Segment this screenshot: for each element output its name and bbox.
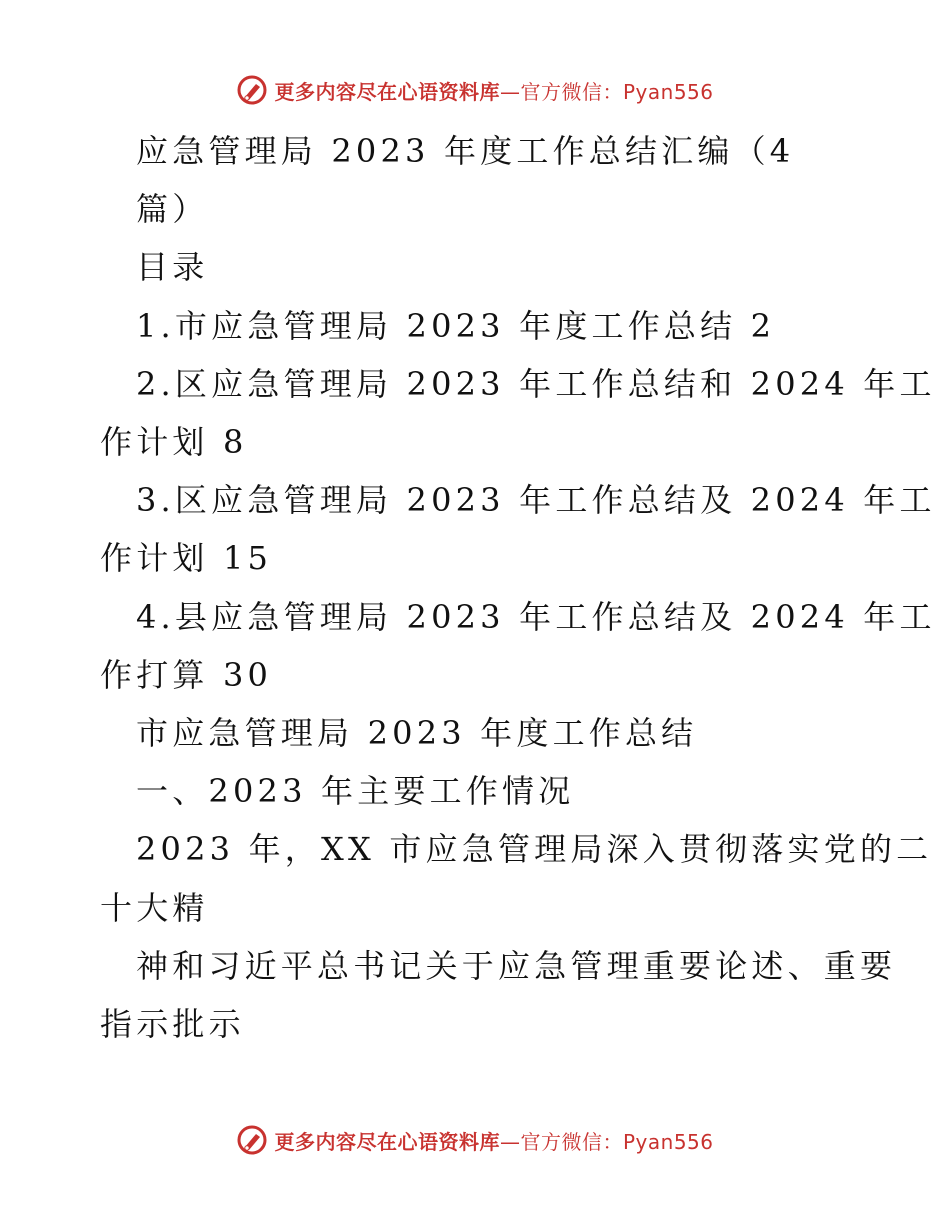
watermark-text [274, 1126, 713, 1155]
pen-logo-icon [236, 74, 268, 106]
watermark-main: 更多内容尽在心语资料库 [274, 79, 500, 104]
paragraph-line: 指示批示 [100, 1005, 245, 1044]
watermark-wechat-label: 官方微信： [520, 1129, 623, 1154]
toc-item-3-cont: 作计划 15 [100, 539, 273, 578]
document-body [100, 122, 936, 1053]
toc-item-4-cont: 作打算 30 [100, 655, 273, 694]
paragraph-line: 神和习近平总书记关于应急管理重要论述、重要 [136, 946, 897, 985]
paragraph-line: 2023 年，XX 市应急管理局深入贯彻落实党的二 [136, 830, 933, 869]
section-heading-1: 一、2023 年主要工作情况 [136, 772, 575, 811]
watermark-text [274, 76, 713, 105]
document-title-cont: 篇） [136, 190, 209, 229]
watermark-separator: — [499, 79, 521, 104]
toc-item-3: 3.区应急管理局 2023 年工作总结及 2024 年工 [136, 481, 936, 520]
watermark-wechat-id: Pyan556 [622, 79, 714, 104]
toc-item-4: 4.县应急管理局 2023 年工作总结及 2024 年工 [136, 597, 936, 636]
watermark-banner-top [0, 70, 950, 110]
watermark-main: 更多内容尽在心语资料库 [274, 1129, 500, 1154]
watermark-separator: — [499, 1129, 521, 1154]
pen-logo-icon [236, 1124, 268, 1156]
toc-item-2: 2.区应急管理局 2023 年工作总结和 2024 年工 [136, 364, 936, 403]
toc-item-2-cont: 作计划 8 [100, 423, 248, 462]
toc-heading: 目录 [136, 248, 209, 287]
toc-item-1: 1.市应急管理局 2023 年度工作总结 2 [136, 306, 776, 345]
watermark-banner-bottom [0, 1120, 950, 1160]
paragraph-line: 十大精 [100, 888, 209, 927]
watermark-wechat-label: 官方微信： [520, 79, 623, 104]
section-title: 市应急管理局 2023 年度工作总结 [136, 714, 698, 753]
document-title: 应急管理局 2023 年度工作总结汇编（4 [136, 132, 795, 170]
watermark-wechat-id: Pyan556 [622, 1129, 714, 1154]
